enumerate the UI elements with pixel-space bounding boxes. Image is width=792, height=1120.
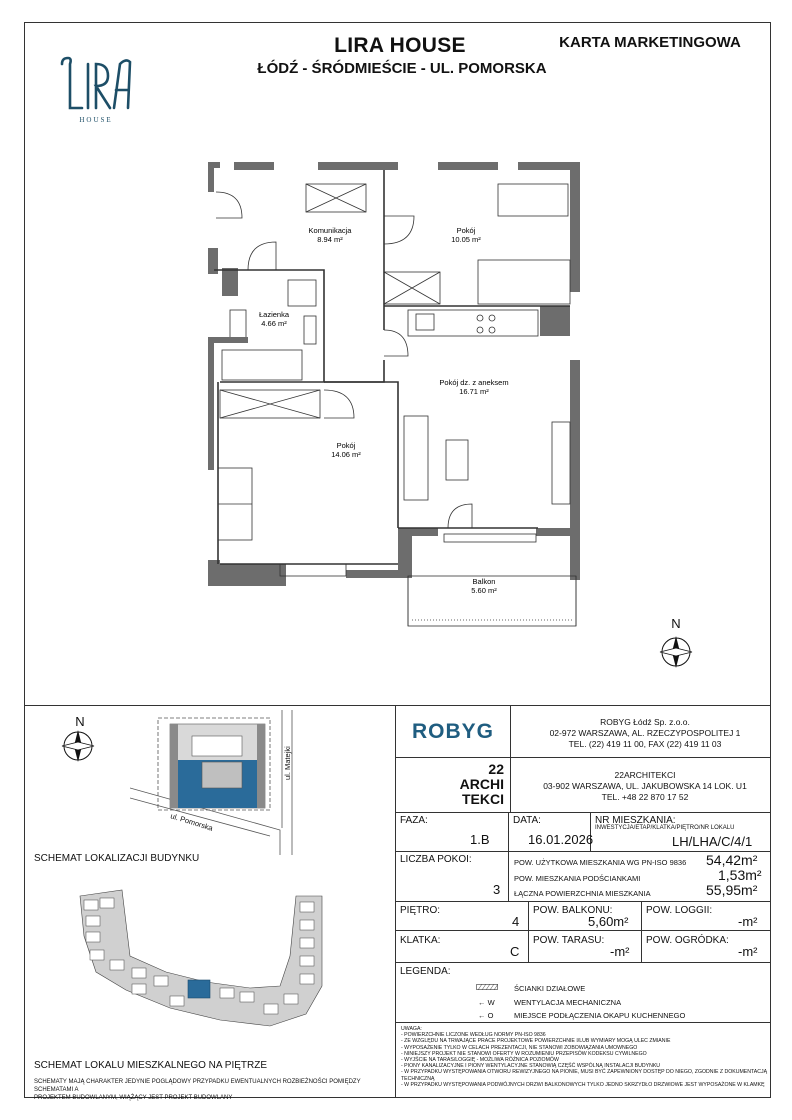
row-divider-6: [395, 962, 771, 963]
robyg-logo: ROBYG: [412, 720, 495, 743]
cell-divider-3: [508, 851, 509, 901]
note-line: - WYPOSAŻENIE TYLKO W CELACH PREZENTACJI, NIE STANOWI ZOBOWIĄZANIA UMOWNEGO: [401, 1044, 638, 1051]
cell-divider-4: [528, 901, 529, 962]
pow-uzytkowa-value: 54,42m²: [706, 852, 758, 868]
notes-block: [401, 1026, 771, 1088]
note-line: - PIONY KANALIZACYJNE I PIONY WENTYLACYJNE STANOWIĄ CZĘŚĆ WSPÓLNĄ INSTALACJI BUDYNKU: [401, 1063, 661, 1070]
room-komunikacja-area: 8.94 m²: [317, 235, 343, 244]
faza-label: FAZA:: [400, 815, 428, 826]
developer-address: 02-972 WARSZAWA, AL. RZECZYPOSPOLITEJ 1: [549, 728, 741, 738]
architect-logo-line-3: TEKCI: [462, 791, 504, 807]
card-type: KARTA MARKETINGOWA: [559, 34, 741, 51]
cell-divider-5: [641, 901, 642, 962]
architect-address: 03-902 WARSZAWA, UL. JAKUBOWSKA 14 LOK. U1: [543, 781, 747, 791]
architect-name: 22ARCHITEKCI: [614, 770, 676, 780]
loggia-label: POW. LOGGII:: [646, 905, 713, 916]
legend-item-2: WENTYLACJA MECHANICZNA: [514, 998, 622, 1007]
room-salon-area: 16.71 m²: [459, 387, 489, 396]
architect-phone: TEL. +48 22 870 17 52: [601, 792, 689, 802]
balkon-label: POW. BALKONU:: [533, 905, 613, 916]
balkon-value: 5,60m²: [588, 914, 629, 929]
note-line: - W PRZYPADKU WYSTĘPOWANIA OTWORU REWIZYJNEGO NA PIONIE, MUSI BYĆ ZAPEWNIONY DOSTĘP DO NIEGO, ZGODNIE Z DOKUMENTACJĄ TECHNICZNĄ: [401, 1069, 768, 1082]
location-north-compass-icon: [52, 712, 112, 772]
disclaimer: [34, 1078, 394, 1102]
caption-floor-schema: SCHEMAT LOKALU MIESZKALNEGO NA PIĘTRZE: [34, 1060, 268, 1071]
north-compass-icon: [656, 614, 696, 672]
caption-building-location: SCHEMAT LOKALIZACJI BUDYNKU: [34, 853, 200, 864]
row-divider-4: [395, 901, 771, 902]
plan-north-label: N: [671, 616, 681, 631]
room-pokoj2-name: Pokój: [336, 441, 356, 450]
architect-logo: [452, 762, 504, 807]
data-label: DATA:: [513, 815, 541, 826]
nr-label: NR MIESZKANIA:: [595, 815, 676, 826]
legend-title: LEGENDA:: [400, 966, 451, 977]
pow-laczna-label: ŁĄCZNA POWIERZCHNIA MIESZKANIA: [514, 889, 651, 898]
floor-plan: [208, 160, 588, 632]
architect-logo-line-1: 22: [488, 761, 504, 777]
legend-item-3: MIEJSCE PODŁĄCZENIA OKAPU KUCHENNEGO: [514, 1011, 686, 1020]
partition-wall-hatch-icon: [476, 984, 498, 990]
pietro-label: PIĘTRO:: [400, 905, 441, 916]
room-balkon-name: Balkon: [472, 577, 496, 586]
pow-podsc-label: POW. MIESZKANIA PODŚCIANKAMI: [514, 874, 641, 883]
page-title: LIRA HOUSE: [334, 34, 466, 57]
row-divider-7: [395, 1022, 771, 1023]
street-pomorska: ul. Pomorska: [169, 811, 214, 833]
room-lazienka-area: 4.66 m²: [261, 319, 287, 328]
taras-label: POW. TARASU:: [533, 935, 605, 946]
architect-logo-line-2: ARCHI: [459, 776, 504, 792]
developer-name: ROBYG Łódź Sp. z.o.o.: [600, 717, 690, 727]
taras-value: -m²: [610, 944, 630, 959]
pokoje-value: 3: [493, 882, 501, 897]
nr-sublabel: INWESTYCJA/ETAP/KLATKA/PIĘTRO/NR LOKALU: [595, 825, 735, 831]
pow-uzytkowa-label: POW. UŻYTKOWA MIESZKANIA WG PN-ISO 9836: [514, 858, 687, 867]
room-salon-name: Pokój dz. z aneksem: [439, 378, 509, 387]
pow-laczna-value: 55,95m²: [706, 882, 758, 898]
location-north-label: N: [75, 714, 85, 729]
pietro-value: 4: [512, 914, 520, 929]
klatka-value: C: [510, 944, 520, 959]
loggia-value: -m²: [738, 914, 758, 929]
room-pokoj2-area: 14.06 m²: [331, 450, 361, 459]
developer-phone: TEL. (22) 419 11 00, FAX (22) 419 11 03: [568, 739, 722, 749]
legend-item-1: ŚCIANKI DZIAŁOWE: [514, 984, 586, 993]
page-subtitle: ŁÓDŹ - ŚRÓDMIEŚCIE - UL. POMORSKA: [257, 60, 547, 77]
logo-house-text: HOUSE: [79, 116, 113, 124]
faza-value: 1.B: [470, 832, 490, 847]
room-komunikacja-name: Komunikacja: [308, 226, 352, 235]
logo-text: LIRA: [96, 128, 99, 129]
room-pokoj1-name: Pokój: [456, 226, 476, 235]
site-plan-map: [130, 710, 300, 855]
row-divider-2: [395, 812, 771, 813]
notes-title: UWAGA:: [401, 1026, 422, 1032]
section-divider: [24, 705, 771, 706]
developer-info: [520, 717, 770, 750]
architect-info: [520, 770, 770, 803]
note-line: - POWIERZCHNIE LICZONE WEDŁUG NORMY PN-ISO 9836: [401, 1032, 546, 1039]
klatka-label: KLATKA:: [400, 935, 441, 946]
logo-divider: [510, 705, 511, 812]
pokoje-label: LICZBA POKOI:: [400, 854, 472, 865]
note-line: - WYJŚCIE NA TARAS/LOGGIĘ - MOŻLIWA RÓŻNICA POZIOMÓW: [401, 1057, 559, 1064]
ventilation-icon: ← W: [478, 998, 495, 1007]
disclaimer-line-2: PROJEKTEM BUDOWLANYM, WIĄŻĄCY JEST PROJEKT BUDOWLANY: [34, 1095, 233, 1101]
note-line: - W PRZYPADKU WYSTĘPOWANIA PODWÓJNYCH DRZWI BALKONOWYCH TYLKO JEDNO SKRZYDŁO DRZWIOWE JEST WYPOSAŻONE W KLAMKĘ: [401, 1081, 765, 1088]
ogrodek-label: POW. OGRÓDKA:: [646, 935, 729, 946]
room-pokoj1-area: 10.05 m²: [451, 235, 481, 244]
data-value: 16.01.2026: [528, 832, 594, 847]
row-divider-1: [395, 757, 771, 758]
hood-connection-icon: ← O: [478, 1011, 494, 1020]
row-divider-5: [395, 930, 771, 931]
note-line: - NINIEJSZY PROJEKT NIE STANOWI OFERTY W ROZUMIENIU PRZEPISÓW KODEKSU CYWILNEGO: [401, 1050, 647, 1057]
pow-podsc-value: 1,53m²: [718, 867, 762, 883]
ogrodek-value: -m²: [738, 944, 758, 959]
room-balkon-area: 5.60 m²: [471, 586, 497, 595]
nr-value: LH/LHA/C/4/1: [672, 834, 753, 849]
floor-schema-map: [70, 876, 350, 1036]
cell-divider-1: [508, 812, 509, 851]
street-matejki: ul. Matejki: [283, 746, 292, 780]
room-lazienka-name: Łazienka: [258, 310, 290, 319]
note-line: - ZE WZGLĘDU NA TRWAJĄCE PRACE PROJEKTOWE POWIERZCHNIE I/LUB WYMIARY MOGĄ ULEC ZMIANIE: [401, 1038, 671, 1045]
disclaimer-line-1: SCHEMATY MAJĄ CHARAKTER JEDYNIE POGLĄDOWY PRZYPADKU EWENTUALNYCH ROZBIEŻNOŚCI POMIĘDZY SCHEMATAMI A: [34, 1079, 361, 1093]
